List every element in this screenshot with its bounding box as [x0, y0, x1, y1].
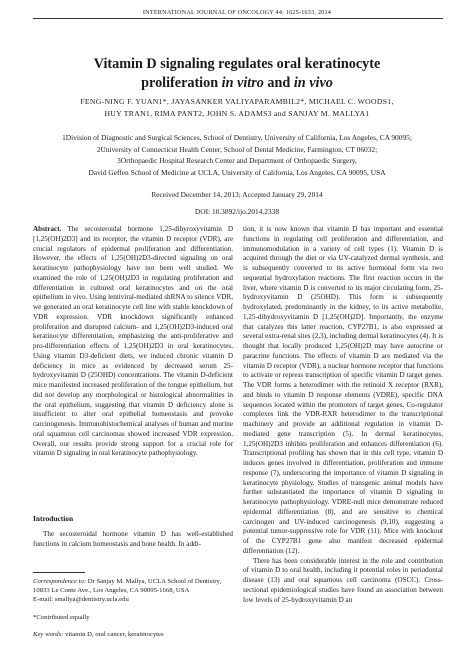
- introduction-text: [33, 530, 233, 550]
- correspondence-note: [33, 577, 233, 604]
- affiliation-2: 2University of Connecticut Health Center, School of Dental Medicine, Farmington, CT 06032;: [96, 144, 378, 154]
- title-line-2: [30, 74, 444, 93]
- affiliation-3: 3Orthopaedic Hospital Research Center and Department of Orthopaedic Surgery,: [117, 156, 357, 166]
- title-text-and: and: [263, 74, 294, 91]
- affiliations: [40, 132, 434, 179]
- header-rule: [33, 18, 443, 19]
- keywords-note: [33, 630, 233, 639]
- affiliation-1: 1Division of Diagnostic and Surgical Sciences, School of Dentistry, University of California, Los Angeles, CA 90095;: [62, 133, 412, 142]
- received-accepted-dates: Received December 14, 2013; Accepted January 29, 2014: [151, 190, 323, 199]
- authors-line-2: HUY TRAN1, RIMA PANT2, JOHN S. ADAMS3 and SANJAY M. MALLYA1: [104, 108, 370, 118]
- correspondence-email[interactable]: E-mail: smallya@dentistry.ucla.edu: [33, 596, 129, 603]
- right-paragraph-1: tion, it is now known that vitamin D has important and essential functions in regulating cell proliferation and differentiation, and immunomodulation in a variety of cell types (1). Vitamin D is acquired through the diet or via UV-catalyzed dermal synthesis, and is subsequently converted to its active hormonal form via two sequential hydroxylation reactions. The first reaction occurs in the liver, where vitamin D is converted to its major circulating form, 25-hydroxyvitamin D (25OHD). This form is subsequently hydroxylated, predominantly in the kidney, to its active metabolite, 1,25-dihydroxyvitamin D [1,25(OH)2D]. Importantly, the enzyme that catalyzes this latter reaction, CYP27B1, is also expressed at several extra-renal sites (2,3), including dermal keratinocytes (4). It is thought that locally produced 1,25(OH)2D may have autocrine or paracrine functions. The effects of vitamin D are mediated via the vitamin D receptor (VDR), a nuclear hormone receptor that functions to activate or repress transcription of specific vitamin D target genes. The VDR forms a heterodimer with the retinoid X receptor (RXR), and binds to vitamin D response elements (VDRE), specific DNA sequences located within the promoters of target genes. Co-regulator complexes link the VDR-RXR heterodimer to the transcriptional machinery and provide an additional regulation in vitamin D-mediated gene transcription (5). In dermal keratinocytes, 1,25(OH)2D3 inhibits proliferation and enhances differentiation (6). Transcriptional profiling has shown that in this cell type, vitamin D induces genes involved in differentiation, proliferation and immune response (7), underscoring the importance of vitamin D signaling in keratinocyte physiology. Studies of transgenic animal models have further substantiated the importance of vitamin D signaling in keratinocyte pathophysiology. VDRE-null mice demonstrate reduced epidermal differentiation (8), and are sensitive to chemical carcinogen and UV-induced carcinogenesis (9,10), suggesting a potential tumor-suppressive role for VDR (11). Mice with knockout of the CYP27B1 gene also manifest decreased epidermal differentiation (12).: [243, 225, 443, 555]
- article-title: [30, 55, 444, 92]
- right-paragraph-2: There has been considerable interest in the role and contribution of vitamin D to oral health, including it potential roles in periodontal disease (13) and oral squamous cell carcinoma (OSCC). Cross-sectional epidemiological studies have found an association between low levels of 25-hydroxyvitamin D an: [243, 556, 443, 604]
- title-text: proliferation: [141, 74, 222, 91]
- abstract: [33, 225, 233, 459]
- author-list: [40, 96, 434, 119]
- title-italic-in-vivo: in vivo: [293, 74, 333, 91]
- intro-paragraph: The secosteroidal hormone vitamin D has well-established functions in calcium homeostasis and bone health. In addi-: [33, 530, 233, 548]
- keywords-text: vitamin D, oral cancer, keratinocytes: [63, 631, 164, 638]
- affiliation-3-cont: David Geffen School of Medicine at UCLA, University of California, Los Angeles, CA 90095, USA: [88, 168, 386, 178]
- authors-line-1: FENG-NING F. YUAN1*, JAYASANKER VALIYAPARAMBIL2*, MICHAEL C. WOODS1,: [80, 97, 394, 106]
- contributed-equally-note: *Contributed equally: [33, 614, 90, 621]
- doi-link[interactable]: DOI: 10.3892/ijo.2014.2338: [194, 207, 280, 216]
- title-line-1: Vitamin D signaling regulates oral keratinocyte: [93, 56, 381, 72]
- section-heading-introduction: Introduction: [33, 514, 74, 523]
- correspondence-label: Correspondence to:: [33, 578, 87, 585]
- correspondence-text: Dr Sanjay M. Mallya, UCLA School of Dentistry, 10833 Le Conte Ave., Los Angeles, CA 90095-1668, USA: [33, 578, 222, 594]
- abstract-text: The secosteroidal hormone 1,25-dihyroxyvitamin D [1,25(OH)2D3] and its receptor, the vitamin D receptor (VDR), are crucial regulators of epidermal proliferation and differentiation. However, the effects of 1,25(OH)2D3-directed signaling on oral keratinocyte pathophysiology have not been well studied. We examined the role of 1,25(OH)2D3 in regulating proliferation and differentiation in cultured oral keratinocytes and on the oral epithelium in vivo. Using lentiviral-mediated shRNA to silence VDR, we generated an oral keratinocyte cell line with stable knockdown of VDR expression. VDR knockdown significantly enhanced proliferation and disrupted calcium- and 1,25(OH)2D3-induced oral keratinocyte differentiation, emphasizing the anti-proliferative and pro-differentiation effects of 1,25(OH)2D3 in oral keratinocytes. Using vitamin D3-deficient diets, we induced chronic vitamin D deficiency in mice as evidenced by decreased serum 25-hydroxyvitamin D (25OHD) concentrations. The vitamin D-deficient mice manifested increased proliferation of the tongue epithelium, but did not develop any morphological or histological abnormalities in the oral epithelium, suggesting that vitamin D deficiency alone is insufficient to alter oral epithelial homeostasis and provoke carcinogenesis. Immunohistochemical analyses of human and murine oral squamous cell carcinomas showed increased VDR expression. Overall, our results provide strong support for a crucial role for vitamin D signaling in oral keratinocyte pathophysiology.: [33, 225, 233, 458]
- title-italic-in-vitro: in vitro: [221, 74, 264, 91]
- footnote-rule: [33, 572, 85, 573]
- keywords-label: Key words:: [33, 631, 64, 638]
- abstract-label: Abstract.: [33, 225, 62, 233]
- right-column-body: [243, 225, 443, 605]
- journal-running-head: INTERNATIONAL JOURNAL OF ONCOLOGY 44: 1625-1633, 2014: [142, 9, 332, 16]
